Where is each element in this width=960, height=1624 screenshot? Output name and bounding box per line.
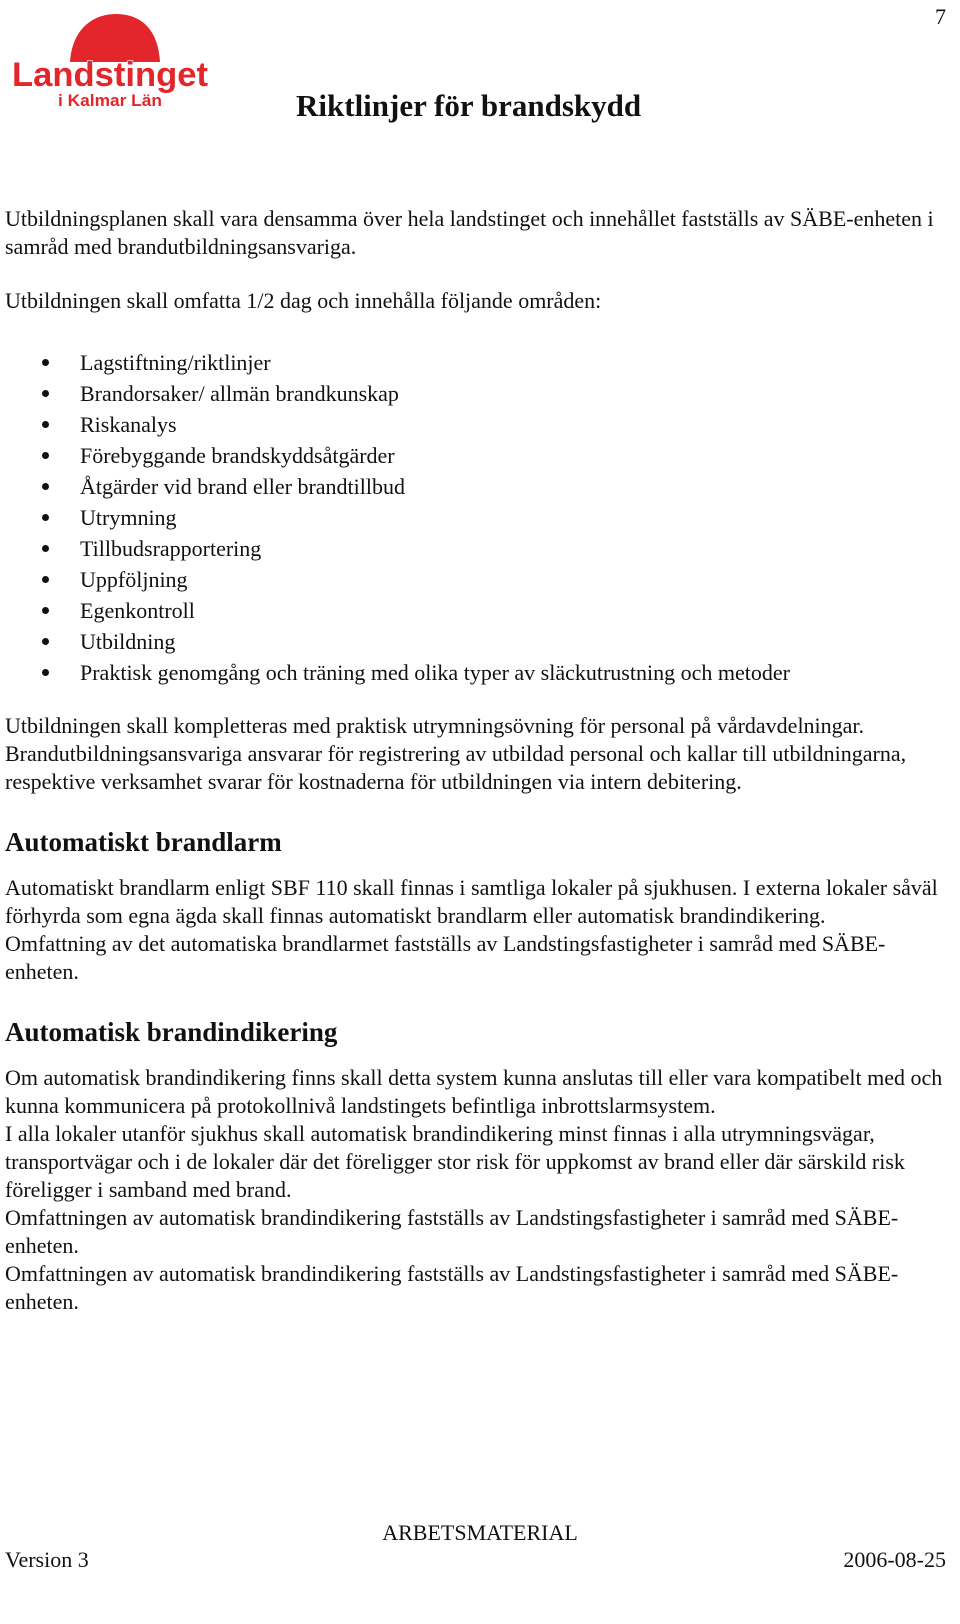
list-item: Tillbudsrapportering: [5, 533, 950, 564]
page-number: 7: [935, 4, 946, 29]
section-paragraph: Omfattning av det automatiska brandlarmet fastställs av Landstingsfastigheter i samråd med SÄBE-enheten.: [5, 931, 886, 984]
document-body: [5, 205, 950, 1316]
list-item: Riskanalys: [5, 409, 950, 440]
bullet-icon: [42, 359, 49, 366]
footer-date: 2006-08-25: [843, 1547, 946, 1572]
section-paragraph: Automatiskt brandlarm enligt SBF 110 skall finnas i samtliga lokaler på sjukhusen. I externa lokaler såväl förhyrda som egna ägda skall finnas automatiskt brandlarm eller automatisk brandindikering.: [5, 875, 938, 928]
section-paragraph: I alla lokaler utanför sjukhus skall automatisk brandindikering minst finnas i alla utrymningsvägar, transportvägar och i de lokaler där det föreligger stor risk för uppkomst av brand eller där särskild risk föreligger i samband med brand.: [5, 1121, 905, 1202]
bullet-icon: [42, 545, 49, 552]
bullet-icon: [42, 483, 49, 490]
list-item: Praktisk genomgång och träning med olika typer av släckutrustning och metoder: [5, 657, 950, 688]
section-paragraph: Om automatisk brandindikering finns skall detta system kunna anslutas till eller vara kompatibelt med och kunna kommunicera på protokollnivå landstingets befintliga inbrottslarmsystem.: [5, 1065, 943, 1118]
topic-list: [5, 347, 950, 688]
list-item: Brandorsaker/ allmän brandkunskap: [5, 378, 950, 409]
bullet-icon: [42, 421, 49, 428]
footer-version: Version 3: [5, 1547, 89, 1572]
footer-status: ARBETSMATERIAL: [382, 1520, 578, 1545]
bullet-icon: [42, 452, 49, 459]
logo-text-sub: i Kalmar Län: [58, 91, 162, 110]
section-paragraph: Omfattningen av automatisk brandindikering fastställs av Landstingsfastigheter i samråd med SÄBE-enheten.: [5, 1261, 899, 1314]
section-heading-brandlarm: Automatiskt brandlarm: [5, 827, 282, 857]
after-list-paragraph-2: Brandutbildningsansvariga ansvarar för registrering av utbildad personal och kallar till utbildningarna, respektive verksamhet svarar för kostnaderna för utbildningen via intern debitering.: [5, 741, 907, 794]
list-item: Uppföljning: [5, 564, 950, 595]
logo-dome-shape: [70, 14, 160, 62]
intro-paragraph-2: Utbildningen skall omfatta 1/2 dag och innehålla följande områden:: [5, 288, 602, 313]
section-paragraph: Omfattningen av automatisk brandindikering fastställs av Landstingsfastigheter i samråd med SÄBE-enheten.: [5, 1205, 899, 1258]
list-item: Utbildning: [5, 626, 950, 657]
list-item: Förebyggande brandskyddsåtgärder: [5, 440, 950, 471]
list-item: Egenkontroll: [5, 595, 950, 626]
bullet-icon: [42, 576, 49, 583]
bullet-icon: [42, 638, 49, 645]
logo-text-main: Landstinget: [12, 56, 208, 94]
bullet-icon: [42, 607, 49, 614]
list-item: Utrymning: [5, 502, 950, 533]
list-item: Lagstiftning/riktlinjer: [5, 347, 950, 378]
page-title: Riktlinjer för brandskydd: [296, 88, 642, 123]
section-heading-brandindikering: Automatisk brandindikering: [5, 1017, 338, 1047]
landstinget-logo: [8, 8, 218, 112]
bullet-icon: [42, 390, 49, 397]
list-item: Åtgärder vid brand eller brandtillbud: [5, 471, 950, 502]
bullet-icon: [42, 669, 49, 676]
bullet-icon: [42, 514, 49, 521]
intro-paragraph-1: Utbildningsplanen skall vara densamma över hela landstinget och innehållet fastställs av SÄBE-enheten i samråd med brandutbildningsansvariga.: [5, 206, 934, 259]
after-list-paragraph-1: Utbildningen skall kompletteras med praktisk utrymningsövning för personal på vårdavdelningar.: [5, 713, 865, 738]
